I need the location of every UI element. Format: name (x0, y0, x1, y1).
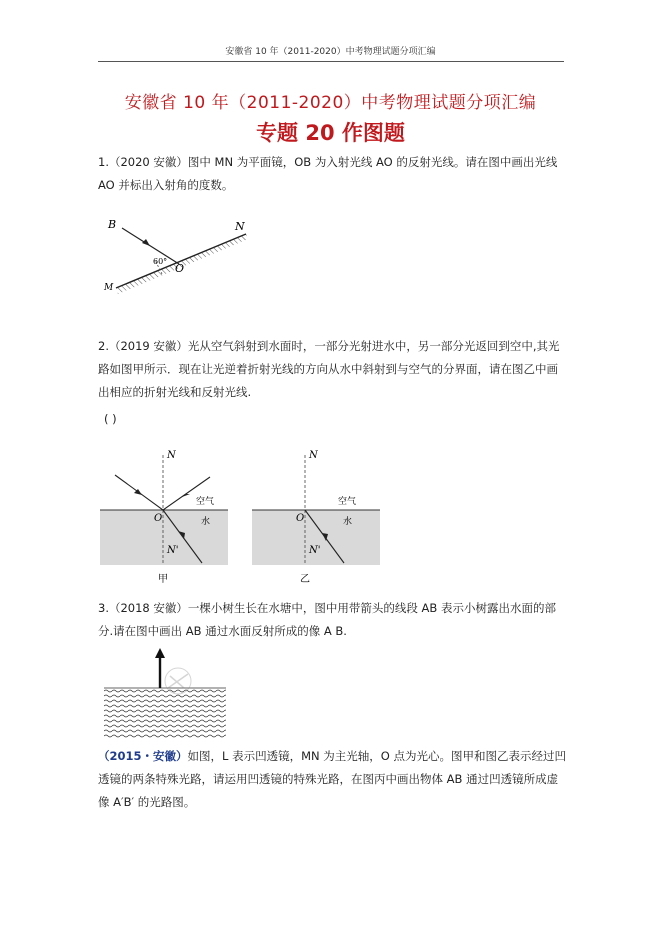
caption-yi: 乙 (300, 574, 310, 585)
document-title: 安徽省 10 年（2011-2020）中考物理试题分项汇编 (124, 93, 537, 113)
mirror-line (116, 234, 246, 288)
ray-arrow (142, 239, 150, 246)
label-o: O (154, 513, 163, 524)
ray-ob (122, 228, 179, 264)
question-4-text (98, 745, 566, 814)
label-n: N (309, 450, 318, 461)
header-rule (98, 61, 564, 62)
label-n: N (235, 220, 245, 233)
label-m: M (104, 283, 114, 293)
label-b: B (108, 218, 117, 231)
question-3-text: 3.（2018 安徽）一棵小树生长在水塘中，图中用带箭头的线段 AB 表示小树露出水面的部分.请在图中画出 AB 通过水面反射所成的像 A B. (98, 601, 556, 638)
question-4-source: （2015・安徽） (98, 749, 188, 763)
label-o: O (296, 513, 305, 524)
q3-pond-figure (104, 648, 228, 740)
document-subtitle: 专题 20 作图题 (256, 121, 405, 145)
page-header: 安徽省 10 年（2011-2020）中考物理试题分项汇编 (225, 47, 436, 57)
water-area (252, 510, 380, 565)
label-n: N (167, 450, 176, 461)
label-n-prime: N' (167, 545, 179, 556)
question-2-text: 2.（2019 安徽）光从空气斜射到水面时，一部分光射进水中，另一部分光返回到空中,其光路如图甲所示．现在让光逆着折射光线的方向从水中斜射到与空气的分界面，请在图乙中画出相应的折射光线和反射光线. (98, 339, 560, 399)
angle-label: 60° (153, 257, 168, 266)
label-o: O (175, 262, 185, 275)
label-n-prime: N' (309, 545, 321, 556)
caption-jia: 甲 (158, 574, 168, 585)
question-1-text: 1.（2020 安徽）图中 MN 为平面镜，OB 为入射光线 AO 的反射光线。请在图中画出光线 AO 并标出入射角的度数。 (98, 155, 558, 192)
label-air: 空气 (196, 497, 215, 507)
q2-figure-jia (100, 445, 230, 585)
label-water: 水 (343, 517, 353, 527)
label-air: 空气 (338, 497, 357, 507)
question-4-body: 如图，L 表示凹透镜，MN 为主光轴，O 点为光心。图甲和图乙表示经过凹透镜的两条特殊光路，请运用凹透镜的特殊光路，在图丙中画出物体 AB 通过凹透镜所成虚像 A′B′ 的光路图。 (98, 749, 566, 809)
q1-mirror-figure (100, 208, 260, 303)
q2-figure-yi (252, 445, 382, 585)
answer-blank: ( ) (104, 412, 117, 426)
label-water: 水 (201, 517, 211, 527)
water-waves (104, 688, 226, 738)
tree-arrow-head (155, 648, 165, 658)
